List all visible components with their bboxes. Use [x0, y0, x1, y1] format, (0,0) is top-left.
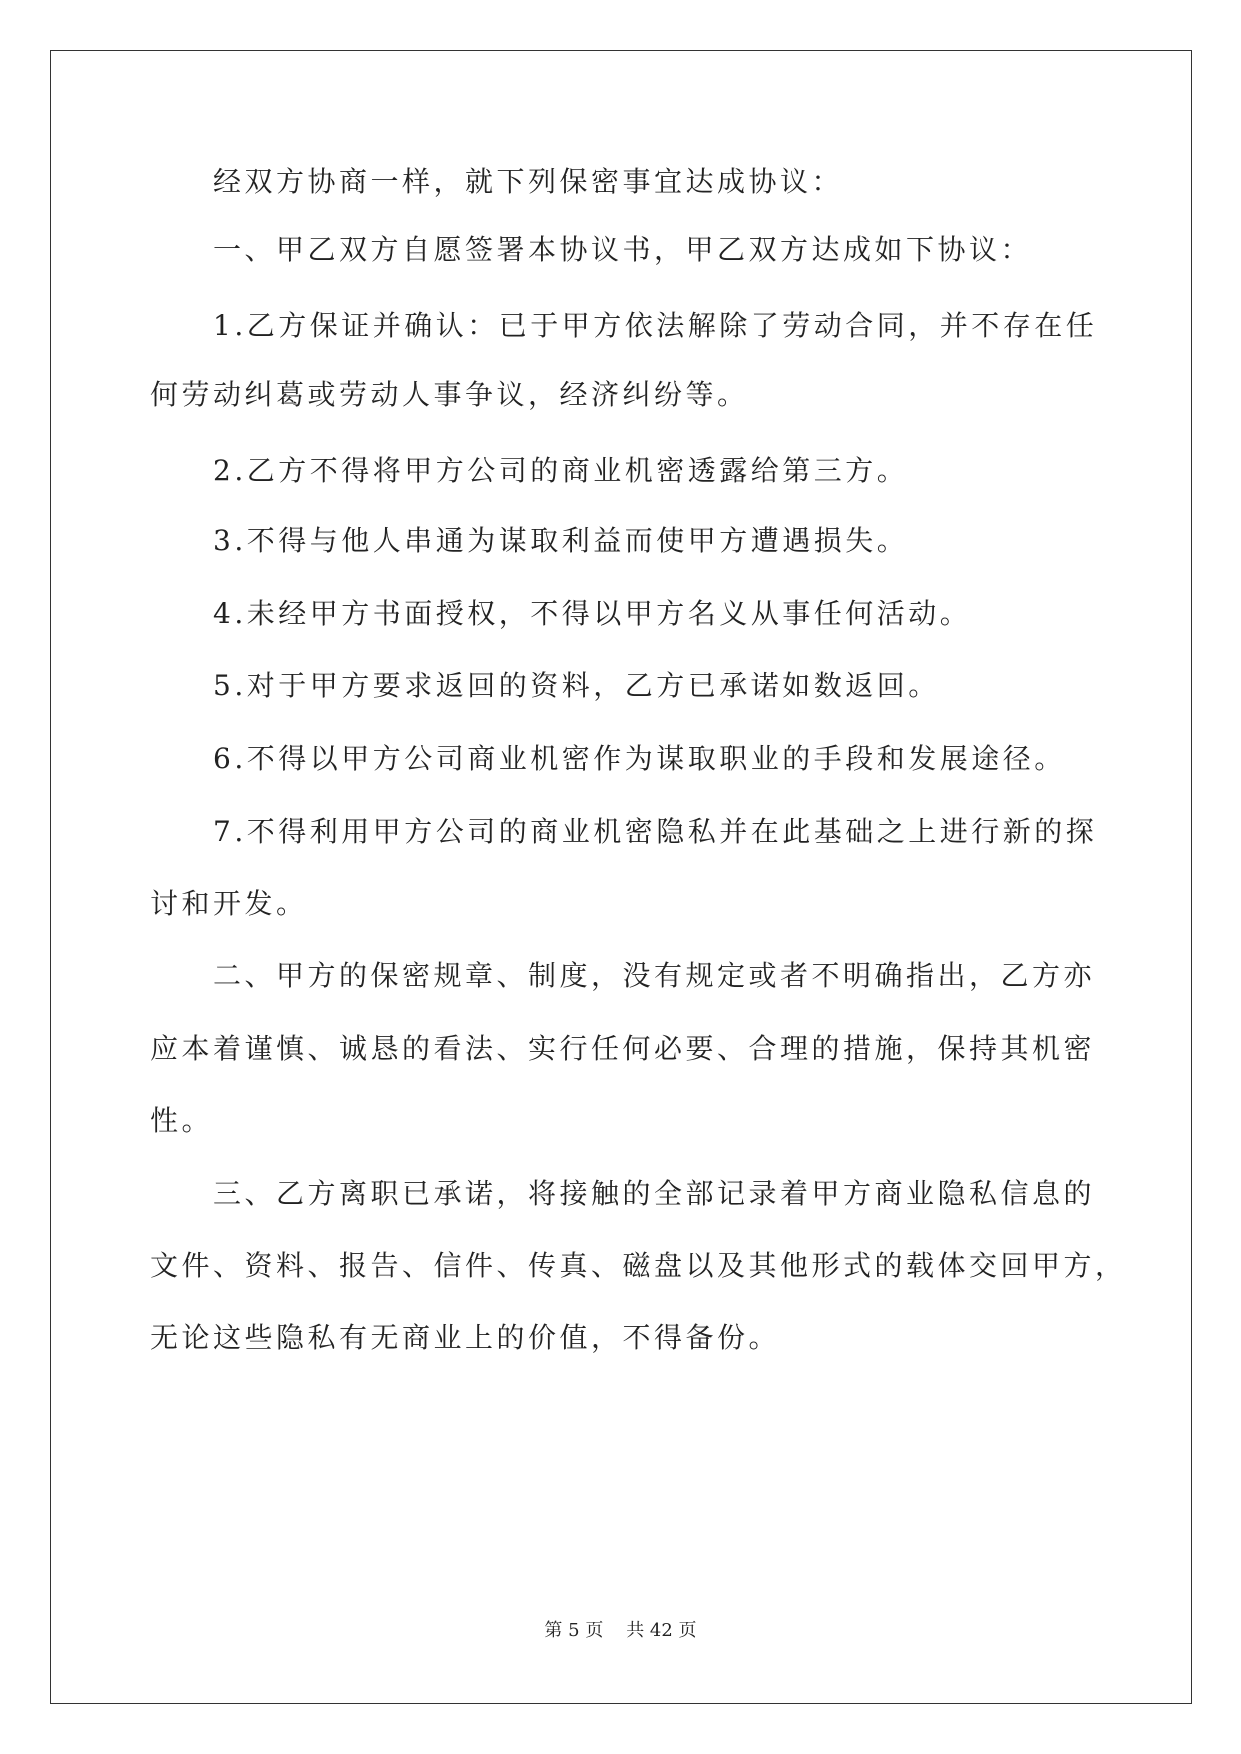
paragraph-line: 性。 — [150, 1104, 214, 1137]
paragraph-line: 二、甲方的保密规章、制度，没有规定或者不明确指出，乙方亦 — [213, 959, 1096, 992]
paragraph-line: 5.对于甲方要求返回的资料，乙方已承诺如数返回。 — [213, 669, 940, 702]
page-number-footer: 第 5 页 共 42 页 — [544, 1620, 697, 1641]
paragraph-line: 2.乙方不得将甲方公司的商业机密透露给第三方。 — [213, 454, 909, 487]
paragraph-line: 6.不得以甲方公司商业机密作为谋取职业的手段和发展途径。 — [213, 742, 1066, 775]
paragraph-line: 3.不得与他人串通为谋取利益而使甲方遭遇损失。 — [213, 524, 909, 557]
paragraph-line: 经双方协商一样，就下列保密事宜达成协议： — [213, 165, 844, 198]
paragraph-line: 文件、资料、报告、信件、传真、磁盘以及其他形式的载体交回甲方， — [150, 1249, 1127, 1282]
paragraph-line: 何劳动纠葛或劳动人事争议，经济纠纷等。 — [150, 378, 749, 411]
paragraph-line: 应本着谨慎、诚恳的看法、实行任何必要、合理的措施，保持其机密 — [150, 1032, 1096, 1065]
paragraph-line: 一、甲乙双方自愿签署本协议书，甲乙双方达成如下协议： — [213, 233, 1033, 266]
paragraph-line: 讨和开发。 — [150, 887, 308, 920]
paragraph-line: 4.未经甲方书面授权，不得以甲方名义从事任何活动。 — [213, 597, 972, 630]
paragraph-line: 1.乙方保证并确认：已于甲方依法解除了劳动合同，并不存在任 — [213, 309, 1098, 342]
paragraph-line: 7.不得利用甲方公司的商业机密隐私并在此基础之上进行新的探 — [213, 815, 1098, 848]
paragraph-line: 三、乙方离职已承诺，将接触的全部记录着甲方商业隐私信息的 — [213, 1177, 1096, 1210]
page-border — [50, 50, 1192, 1704]
paragraph-line: 无论这些隐私有无商业上的价值，不得备份。 — [150, 1321, 781, 1354]
